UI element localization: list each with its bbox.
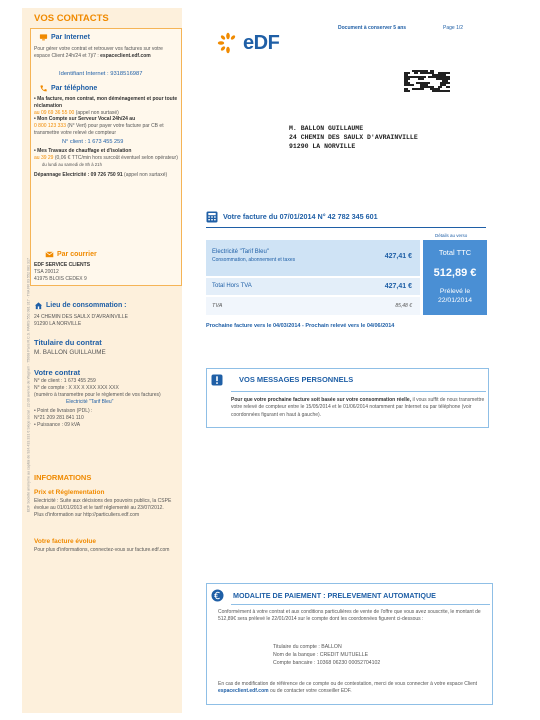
mail-address <box>34 262 90 282</box>
messages-text <box>231 397 486 419</box>
payment-holder: Titulaire du compte : BALLON <box>273 644 342 650</box>
edf-logo-text: eDF <box>243 32 280 54</box>
payment-title: MODALITE DE PAIEMENT : PRELEVEMENT AUTOMATIQUE <box>233 590 436 600</box>
phone-client-no: N° client : 1 673 455 259 <box>62 138 124 145</box>
total-label: Total TTC <box>438 248 472 257</box>
payment-footer-b: ou de contacter votre conseiller EDF. <box>268 688 352 694</box>
consumption-heading <box>34 301 127 310</box>
contract-title: Votre contrat <box>34 368 81 377</box>
phone-depannage-note: (appel non surtaxé) <box>122 172 168 179</box>
contract-power: • Puissance : 09 kVA <box>34 421 81 428</box>
mail-icon <box>45 250 54 259</box>
consumption-line-1: 24 CHEMIN DES SAULX D'AVRAINVILLE <box>34 314 128 320</box>
payment-footer-a: En cas de modification de référence de ce compte ou de contestation, merci de vous connecter à votre espace Client <box>218 681 478 687</box>
evolution-title: Votre facture évolue <box>34 538 97 545</box>
phone-line-invoice: • Ma facture, mon contrat, mon déménagement et pour toute réclamation <box>34 96 178 109</box>
total-value: 512,89 € <box>433 266 477 279</box>
invoice-heading <box>206 211 378 223</box>
contract-account-no: N° de compte : X XX X XXX XXX XXX <box>34 384 119 391</box>
row3-label: TVA <box>212 303 223 309</box>
next-invoice: Prochaine facture vers le 04/03/2014 - Prochain relevé vers le 04/06/2014 <box>206 323 395 329</box>
phone-number-main[interactable]: au 09 69 36 55 00 <box>34 109 75 116</box>
exclamation-icon <box>211 374 223 386</box>
row3-value: 85,48 € <box>395 303 412 309</box>
messages-title: VOS MESSAGES PERSONNELS <box>239 374 354 384</box>
holder-name: M. BALLON GUILLAUME <box>34 349 106 356</box>
prices-text: Electricité : Suite aux décisions des pouvoirs publics, la CSPE évolue au 01/01/2013 et le tarif réglementé au 23/07/2012. Plus d'information sur http://particuliers.edf.com <box>34 498 172 518</box>
edf-logo-icon <box>216 31 240 55</box>
row2-label: Total Hors TVA <box>212 283 252 289</box>
phone-number-vocal-note: (N° Vert) pour payer votre facture par CB et transmettre votre relevé de compteur <box>34 123 164 136</box>
recipient-name: M. BALLON GUILLAUME <box>289 125 364 132</box>
total-box <box>423 240 487 315</box>
payment-bank: Nom de la banque : CREDIT MUTUELLE <box>273 651 369 658</box>
row1-label: Electricité "Tarif Bleu" <box>212 249 269 255</box>
phone-depannage: Dépannage Electricité : 09 726 750 91 <box>34 172 123 179</box>
house-icon <box>34 301 43 310</box>
row1-value: 427,41 € <box>384 253 412 260</box>
payment-bank-details <box>273 644 380 667</box>
edf-logo <box>216 30 279 56</box>
phone-heading <box>39 84 97 93</box>
contract-details <box>34 378 174 428</box>
invoice-divider <box>206 227 486 228</box>
invoice-row-tva <box>206 297 420 315</box>
contacts-title: VOS CONTACTS <box>34 13 109 24</box>
mail-line-1: EDF SERVICE CLIENTS <box>34 262 91 268</box>
internet-heading <box>39 33 90 42</box>
phone-number-works-note: (0,06 € TTC/min hors surcoût éventuel selon opérateur) <box>53 154 178 161</box>
invoice-row-electricity <box>206 240 420 276</box>
payment-intro: Conformément à votre contrat et aux conditions particulières de vente de l'offre que vous avez souscrite, le montant de 512,89€ sera prélevé le 22/01/2014 sur le compte dont les coordonnées figurent ci-dessous : <box>218 609 481 622</box>
payment-site-link[interactable]: espaceclient.edf.com <box>218 688 269 694</box>
prices-title: Prix et Réglementation <box>34 489 105 496</box>
internet-site-link[interactable]: espaceclient.edf.com <box>100 52 151 59</box>
phone-number-works[interactable]: au 39 29 <box>34 154 54 161</box>
contract-pdl-value: N°21 209 281 841 110 <box>34 414 84 421</box>
consumption-address <box>34 314 128 328</box>
messages-header <box>207 369 488 390</box>
phone-line-works: • Mes Travaux de chauffage et d'isolation <box>34 148 132 155</box>
payment-account: Compte bancaire : 10368 06230 00052704102 <box>273 659 381 666</box>
debit-date: 22/01/2014 <box>437 296 473 304</box>
invoice-title: Votre facture du 07/01/2014 N° 42 782 345 601 <box>223 212 378 222</box>
row1-sub: Consommation, abonnement et taxes <box>212 257 296 263</box>
consumption-line-2: 91290 LA NORVILLE <box>34 320 82 327</box>
holder-title: Titulaire du contrat <box>34 338 102 347</box>
internet-text <box>34 46 178 60</box>
phone-text <box>34 96 180 179</box>
contacts-box <box>30 28 182 286</box>
consumption-title: Lieu de consommation : <box>46 302 127 309</box>
details-link[interactable]: Détails au verso <box>435 233 468 238</box>
payment-panel <box>206 583 493 705</box>
internet-id: Identifiant Internet : 9318516987 <box>59 71 143 77</box>
calculator-icon <box>206 211 218 223</box>
contract-account-note: (numéro à transmettre pour le règlement de vos factures) <box>34 391 161 398</box>
internet-title: Par Internet <box>51 34 90 41</box>
mail-heading <box>45 250 97 259</box>
mail-line-3: 41975 BLOIS CEDEX 9 <box>34 275 87 282</box>
phone-number-vocal[interactable]: 0 800 123 333 <box>34 123 66 129</box>
mail-title: Par courrier <box>57 251 97 258</box>
invoice-row-total-ht <box>206 278 420 295</box>
informations-title: INFORMATIONS <box>34 473 92 482</box>
phone-line-vocal: • Mon Compte sur Serveur Vocal 24h/24 au <box>34 116 136 123</box>
phone-number-main-note: (appel non surtaxé) <box>74 109 119 116</box>
doc-note: Document à conserver 5 ans <box>338 25 407 31</box>
messages-body: il vous suffit de nous transmettre votre relevé de compteur entre le 15/05/2014 et le 01/06/2014 notamment par Internet ou par téléphone (voir coordonnées figurant en haut à gauche). <box>231 397 485 418</box>
recipient-street: 24 CHEMIN DES SAULX D'AVRAINVILLE <box>289 134 418 142</box>
contract-offer: Electricité "Tarif Bleu" <box>66 399 114 406</box>
legal-strip <box>24 220 34 550</box>
qr-code-icon <box>404 70 450 92</box>
messages-panel <box>206 368 489 428</box>
recipient-address <box>289 124 418 151</box>
computer-icon <box>39 33 48 42</box>
euro-icon <box>211 589 224 602</box>
payment-divider <box>231 604 490 605</box>
page-number: Page 1/2 <box>443 25 464 31</box>
contract-pdl-label: • Point de livraison (PDL) : <box>34 408 93 414</box>
recipient-city: 91290 LA NORVILLE <box>289 143 356 151</box>
legal-text: EDF Société anonyme au capital de 924.433.331 € Siège social : 22-30 avenue de Wagram · 75008 Paris R.C.S. PARIS 552 081 317 · TVA FR 03 552 081 317 <box>26 258 31 512</box>
evolution-text: Pour plus d'informations, connectez-vous sur facture.edf.com <box>34 547 170 553</box>
debit-label: Prélevé le <box>439 288 471 296</box>
internet-desc: Pour gérer votre contrat et retrouver vos factures sur votre espace Client 24h/24 et 7j/7 : <box>34 46 163 59</box>
phone-hours: du lundi au samedi de 8h à 21h <box>42 161 102 167</box>
messages-bold: Pour que votre prochaine facture soit basée sur votre consommation réelle, <box>231 397 412 403</box>
mail-line-2: TSA 20012 <box>34 268 59 275</box>
messages-divider <box>231 391 486 392</box>
phone-title: Par téléphone <box>51 85 98 92</box>
row2-value: 427,41 € <box>384 283 412 290</box>
phone-icon <box>39 84 48 93</box>
payment-header <box>211 589 436 602</box>
payment-footer <box>218 681 490 695</box>
contacts-sidebar <box>22 8 182 713</box>
contract-client-no: N° de client : 1 673 455 259 <box>34 378 96 384</box>
